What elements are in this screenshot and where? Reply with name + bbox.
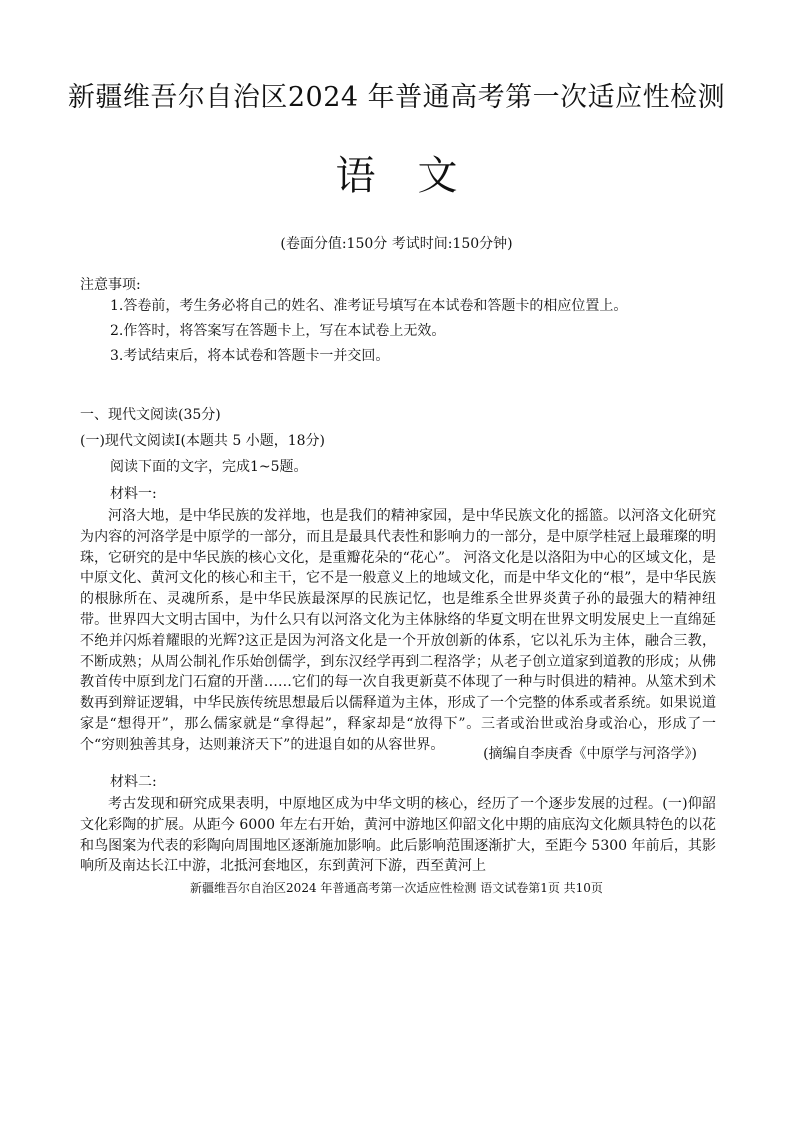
notice-list (110, 294, 750, 369)
notice-item: 3.考试结束后，将本试卷和答题卡一并交回。 (110, 348, 390, 364)
notice-item: 1.答卷前，考生务必将自己的姓名、准考证号填写在本试卷和答题卡的相应位置上。 (110, 298, 628, 314)
notice-item: 2.作答时，将答案写在答题卡上，写在本试卷上无效。 (110, 323, 446, 339)
page-footer: 新疆维吾尔自治区2024 年普通高考第一次适应性检测 语文试卷第1页 共10页 (190, 881, 603, 895)
material-one-source: (摘编自李庚香《中原学与河洛学》) (483, 746, 697, 762)
exam-title: 新疆维吾尔自治区2024 年普通高考第一次适应性检测 (67, 82, 726, 113)
material-one-text: 河洛大地，是中华民族的发祥地，也是我们的精神家园，是中华民族文化的摇篮。以河洛文化研究为内容的河洛学是中原学的一部分，而且是最具代表性和影响力的一部分，是中原学桂冠上最璀璨的明珠，它研究的是中华民族的核心文化，是重瓣花朵的“花心”。 河洛文化是以洛阳为中心的区域文化，是中原文化、黄河文化的核心和主干，它不是一般意义上的地域文化，而是中华文化的“根”，是中华民族的根脉所在、灵魂所系，是中华民族最深厚的民族记忆，也是维系全世界炎黄子孙的最强大的精神纽带。世界四大文明古国中，为什么只有以河洛文化为主体脉络的华夏文明在世界文明发展史上一直绵延不绝并闪烁着耀眼的光辉?这正是因为河洛文化是一个开放创新的体系，它以礼乐为主体，融合三教，不断成熟；从周公制礼作乐始创儒学，到东汉经学再到二程洛学；从老子创立道家到道教的形成；从佛教首传中原到龙门石窟的开凿……它们的每一次自我更新莫不体现了一种与时俱进的精神。从筮术到术数再到辩证逻辑，中华民族传统思想最后以儒释道为主体，形成了一个完整的体系或者系统。如果说道家是“想得开”，那么儒家就是“拿得起”，释家却是“放得下”。三者或治世或治身或治心，形成了一个“穷则独善其身，达则兼济天下”的进退自如的从容世界。 (80, 508, 716, 753)
reading-instruction: 阅读下面的文字，完成1~5题。 (110, 459, 308, 475)
material-one-label: 材料一: (110, 486, 157, 502)
notice-title: 注意事项: (80, 277, 141, 293)
exam-info: (卷面分值:150分 考试时间:150分钟) (280, 236, 513, 252)
subsection-title: (一)现代文阅读Ⅰ(本题共 5 小题，18分) (80, 433, 325, 449)
material-two-label: 材料二: (110, 774, 157, 790)
material-two-text: 考古发现和研究成果表明，中原地区成为中华文明的核心，经历了一个逐步发展的过程。(一)仰韶文化彩陶的扩展。从距今 6000 年左右开始，黄河中游地区仰韶文化中期的庙底沟文化颇具特色的以花和鸟图案为代表的彩陶向周围地区逐渐施加影响。此后影响范围逐渐扩大，至距今 5300 年前后，其影响所及南达长江中游，北抵河套地区，东到黄河下游，西至黄河上 (80, 796, 716, 875)
section-title: 一、现代文阅读(35分) (80, 407, 221, 423)
subject-title: 语文 (335, 153, 500, 199)
